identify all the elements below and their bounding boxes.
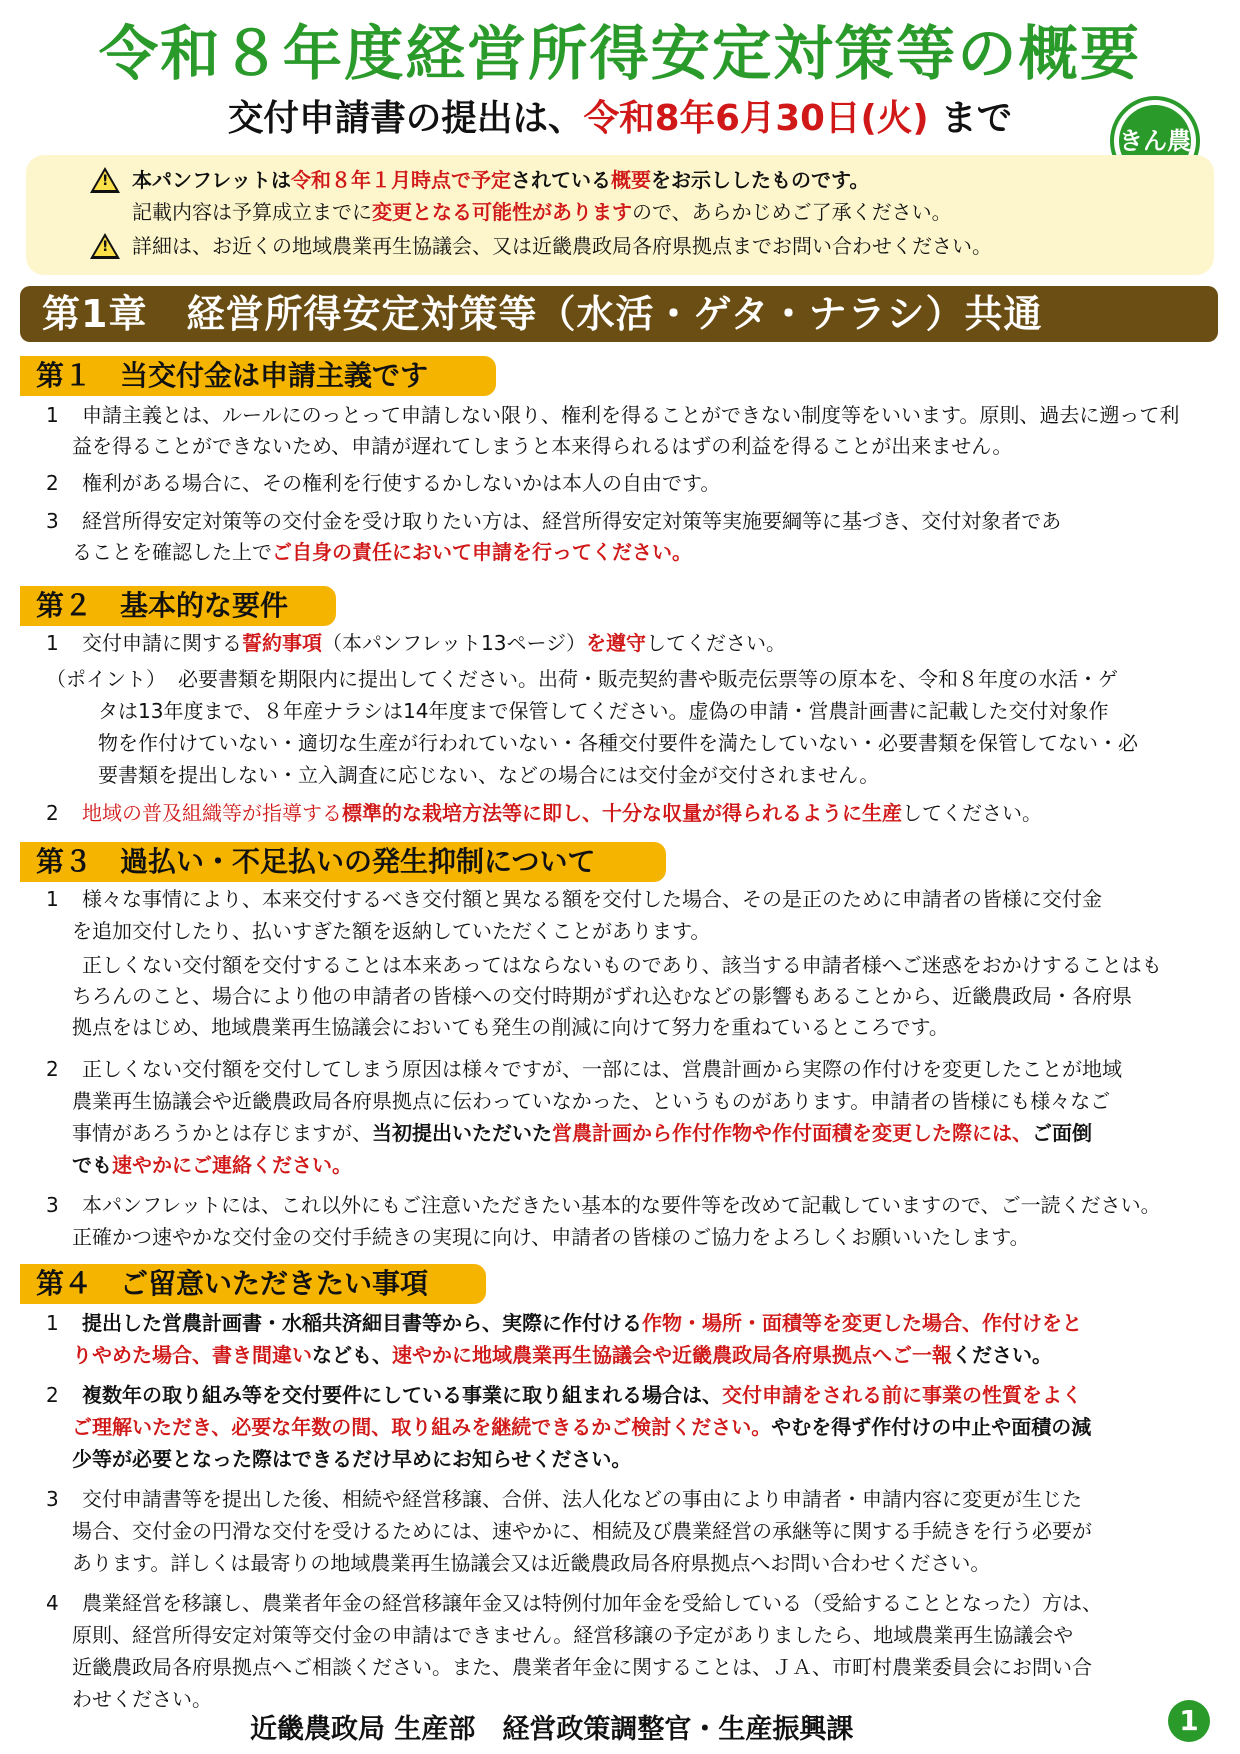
notice-text: をお示ししたものです。: [651, 168, 870, 192]
deadline-suffix: まで: [928, 98, 1013, 139]
paragraph-line: 近畿農政局各府県拠点へご相談ください。また、農業者年金に関することは、ＪＡ、市町村農業委員会にお問い合: [72, 1655, 1092, 1679]
paragraph-line: [82, 1380, 1082, 1411]
item-number: 1: [46, 631, 59, 655]
emphasis-text: ご理解いただき、必要な年数の間、取り組みを継続できるかご検討ください。: [72, 1415, 772, 1439]
paragraph-text: 交付申請に関する: [82, 631, 242, 655]
paragraph-line: 少等が必要となった際はできるだけ早めにお知らせください。: [72, 1447, 632, 1471]
section-1-header: 第１ 当交付金は申請主義です: [20, 356, 496, 396]
paragraph-line: 経営所得安定対策等の交付金を受け取りたい方は、経営所得安定対策等実施要綱等に基づき、交付対象者であ: [82, 509, 1062, 533]
paragraph-line: [72, 1412, 1091, 1443]
paragraph-line: 正しくない交付額を交付してしまう原因は様々ですが、一部には、営農計画から実際の作付けを変更したことが地域: [82, 1057, 1122, 1081]
footer-org: 近畿農政局 生産部 経営政策調整官・生産振興課: [250, 1714, 854, 1745]
paragraph-line: 農業経営を移譲し、農業者年金の経営移譲年金又は特例付加年金を受給している（受給することとなった）方は、: [82, 1591, 1102, 1615]
emphasis-text: 地域の普及組織等が指導する: [82, 801, 342, 825]
item-number: 2: [46, 471, 59, 495]
paragraph-line: 交付申請書等を提出した後、相続や経営移譲、合併、法人化などの事由により申請者・申請内容に変更が生じた: [82, 1487, 1082, 1511]
paragraph-line: 本パンフレットには、これ以外にもご注意いただきたい基本的な要件等を改めて記載していますので、ご一読ください。: [82, 1193, 1161, 1217]
paragraph-line: あります。詳しくは最寄りの地域農業再生協議会又は近畿農政局各府県拠点へお問い合わせください。: [72, 1551, 991, 1575]
emphasis-text: 標準的な栽培方法等に即し、十分な収量が得られるように生産: [342, 801, 902, 825]
item-number: 2: [46, 1057, 59, 1081]
notice-highlight: 概要: [611, 168, 651, 192]
deadline-prefix: 交付申請書の提出は、: [227, 98, 584, 139]
deadline-line: [0, 94, 1240, 144]
paragraph-line: 正確かつ速やかな交付金の交付手続きの実現に向け、申請者の皆様のご協力をよろしくお願いいたします。: [72, 1225, 1030, 1249]
bold-text: 複数年の取り組み等を交付要件にしている事業に取り組まれる場合は、: [82, 1383, 722, 1407]
paragraph-line: [82, 628, 786, 659]
notice-highlight: 令和８年１月時点で予定: [291, 168, 511, 192]
paragraph-line: [82, 798, 1042, 829]
emphasis-text: 営農計画から作付作物や作付面積を変更した際には、: [552, 1121, 1032, 1145]
bold-text: 提出した営農計画書・水稲共済細目書等から、実際に作付ける: [82, 1311, 642, 1335]
notice-text: ので、あらかじめご了承ください。: [632, 200, 952, 224]
paragraph-line: を追加交付したり、払いすぎた額を返納していただくことがあります。: [72, 919, 711, 943]
item-number: 2: [46, 1383, 59, 1407]
item-number: 1: [46, 403, 59, 427]
paragraph-line: 申請主義とは、ルールにのっとって申請しない限り、権利を得ることができない制度等をいいます。原則、過去に遡って利: [82, 403, 1180, 427]
item-number: 4: [46, 1591, 59, 1615]
paragraph-text: ることを確認した上で: [72, 540, 272, 564]
paragraph-line: 正しくない交付額を交付することは本来あってはならないものであり、該当する申請者様へご迷惑をおかけすることはも: [82, 953, 1162, 977]
paragraph-line: [72, 1150, 352, 1181]
section-3-header: 第３ 過払い・不足払いの発生抑制について: [20, 842, 666, 882]
chapter-header: 第1章 経営所得安定対策等（水活・ゲタ・ナラシ）共通: [20, 286, 1218, 342]
page-title: 令和８年度経営所得安定対策等の概要: [98, 19, 1142, 88]
emphasis-text: を遵守: [586, 631, 647, 655]
bold-text: ご面倒: [1032, 1121, 1092, 1145]
paragraph-line: わせください。: [72, 1687, 212, 1711]
paragraph-line: [72, 537, 692, 568]
paragraph-text: （本パンフレット13ページ）: [322, 631, 587, 655]
paragraph-line: [82, 1308, 1082, 1339]
paragraph-text: してください。: [646, 631, 787, 655]
emphasis-text: 作物・場所・面積等を変更した場合、作付けをと: [642, 1311, 1082, 1335]
item-number: 1: [46, 887, 59, 911]
bold-text: 当初提出いただいた: [372, 1121, 552, 1145]
emphasis-text: 交付申請をされる前に事業の性質をよく: [722, 1383, 1082, 1407]
bold-text: やむを得ず作付けの中止や面積の減: [771, 1415, 1092, 1439]
paragraph-line: [72, 1118, 1092, 1149]
item-number: 1: [46, 1311, 59, 1335]
notice-line-2: [132, 197, 952, 227]
bold-text: なども、: [312, 1343, 392, 1367]
paragraph-line: [72, 1340, 1052, 1371]
page-number: 1: [1168, 1700, 1210, 1742]
notice-text: 記載内容は予算成立までに: [132, 200, 372, 224]
paragraph-line: 原則、経営所得安定対策等交付金の申請はできません。経営移譲の予定がありましたら、地域農業再生協議会や: [72, 1623, 1074, 1647]
paragraph-line: タは13年度まで、８年産ナラシは14年度まで保管してください。虚偽の申請・営農計画書に記載した交付対象作: [98, 699, 1109, 723]
point-label: （ポイント）: [46, 667, 166, 691]
paragraph-line: 要書類を提出しない・立入調査に応じない、などの場合には交付金が交付されません。: [98, 763, 880, 787]
notice-box: [26, 155, 1214, 275]
item-number: 3: [46, 509, 59, 533]
notice-line-1: [132, 165, 869, 195]
notice-text: されている: [511, 168, 611, 192]
emphasis-text: 誓約事項: [242, 631, 322, 655]
section-2-header: 第２ 基本的な要件: [20, 586, 336, 626]
emphasis-text: 速やかにご連絡ください。: [112, 1153, 352, 1177]
warning-icon: !: [90, 167, 120, 193]
item-number: 2: [46, 801, 59, 825]
paragraph-line: 必要書類を期限内に提出してください。出荷・販売契約書や販売伝票等の原本を、令和８年度の水活・ゲ: [178, 667, 1118, 691]
item-number: 3: [46, 1193, 59, 1217]
paragraph-line: 様々な事情により、本来交付するべき交付額と異なる額を交付した場合、その是正のために申請者の皆様に交付金: [82, 887, 1102, 911]
logo-text: きん農: [1119, 105, 1191, 177]
item-number: 3: [46, 1487, 59, 1511]
paragraph-line: 拠点をはじめ、地域農業再生協議会においても発生の削減に向けて努力を重ねているところです。: [72, 1015, 949, 1039]
paragraph-line: ちろんのこと、場合により他の申請者の皆様への交付時期がずれ込むなどの影響もあることから、近畿農政局・各府県: [72, 984, 1132, 1008]
paragraph-text: してください。: [902, 801, 1042, 825]
paragraph-line: 益を得ることができないため、申請が遅れてしまうと本来得られるはずの利益を得ることが出来ません。: [72, 434, 1013, 458]
paragraph-line: 権利がある場合に、その権利を行使するかしないかは本人の自由です。: [82, 471, 721, 495]
paragraph-line: 農業再生協議会や近畿農政局各府県拠点に伝わっていなかった、というものがあります。申請者の皆様にも様々なご: [72, 1089, 1111, 1113]
paragraph-line: 場合、交付金の円滑な交付を受けるためには、速やかに、相続及び農業経営の承継等に関する手続きを行う必要が: [72, 1519, 1092, 1543]
bold-text: でも: [72, 1153, 112, 1177]
notice-text: 本パンフレットは: [132, 168, 291, 192]
emphasis-text: りやめた場合、書き間違い: [72, 1343, 312, 1367]
warning-icon: !: [90, 233, 120, 259]
notice-highlight: 変更となる可能性があります: [372, 200, 632, 224]
emphasis-text: 速やかに地域農業再生協議会や近畿農政局各府県拠点へご一報: [392, 1343, 952, 1367]
emphasis-text: ご自身の責任において申請を行ってください。: [272, 540, 692, 564]
deadline-date: 令和8年6月30日(火): [583, 98, 929, 139]
section-4-header: 第４ ご留意いただきたい事項: [20, 1264, 486, 1304]
paragraph-line: 物を作付けていない・適切な生産が行われていない・各種交付要件を満たしていない・必要書類を保管してない・必: [98, 731, 1138, 755]
paragraph-text: 事情があろうかとは存じますが、: [72, 1121, 372, 1145]
notice-line-3: 詳細は、お近くの地域農業再生協議会、又は近畿農政局各府県拠点までお問い合わせください。: [132, 234, 992, 258]
bold-text: ください。: [952, 1343, 1052, 1367]
